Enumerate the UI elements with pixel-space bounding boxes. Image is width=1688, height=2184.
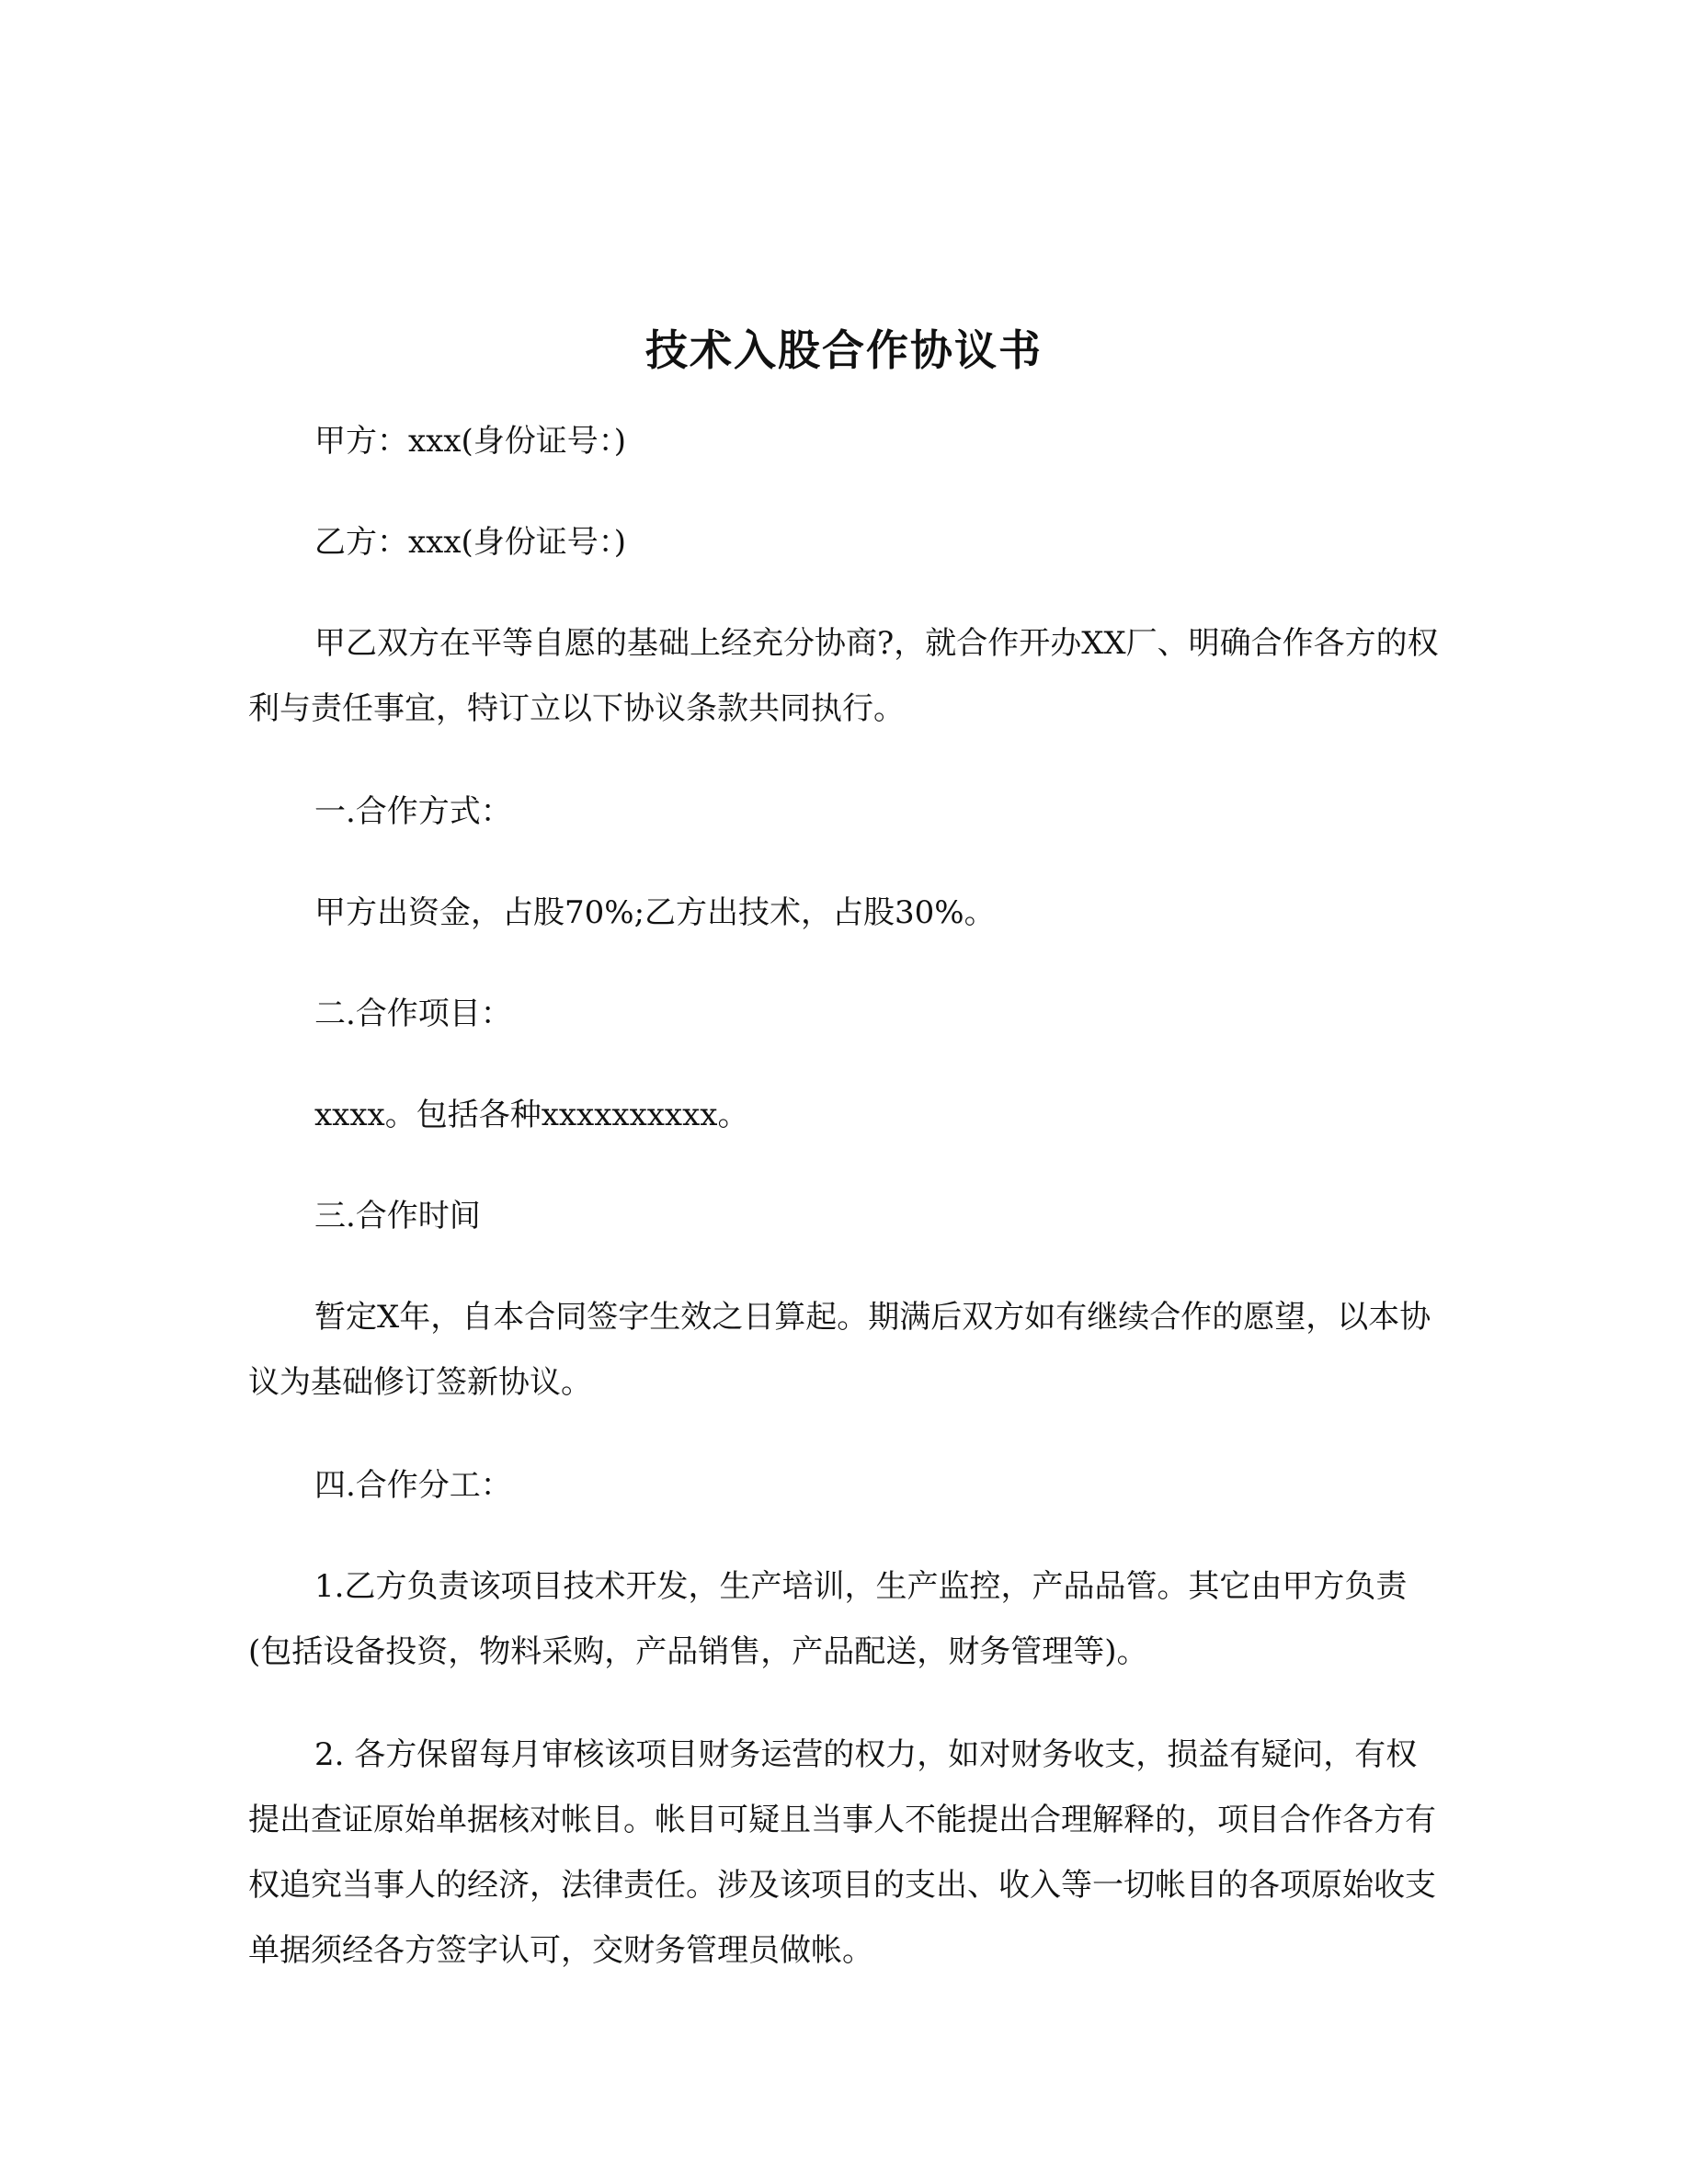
- document-title: 技术入股合作协议书: [645, 324, 1043, 375]
- section-heading-2: 二.合作项目：: [314, 995, 512, 1032]
- section-3-body: 暂定X年，自本合同签字生效之日算起。期满后双方如有继续合作的愿望，以本协议为基础修订签新协议。: [248, 1299, 1431, 1401]
- party-b-line: 乙方：xxx(身份证号：): [314, 524, 627, 561]
- section-2-body: xxxx。包括各种xxxxxxxxxx。: [314, 1097, 749, 1133]
- section-4-item-2: 2. 各方保留每月审核该项目财务运营的权力，如对财务收支，损益有疑问，有权提出查证原始单据核对帐目。帐目可疑且当事人不能提出合理解释的，项目合作各方有权追究当事人的经济，法律责任。涉及该项目的支出、收入等一切帐目的各项原始收支单据须经各方签字认可，交财务管理员做帐。: [248, 1736, 1436, 1969]
- section-heading-3: 三.合作时间: [314, 1198, 481, 1234]
- section-heading-4: 四.合作分工：: [314, 1467, 512, 1504]
- section-4-item-1: 1.乙方负责该项目技术开发，生产培训，生产监控，产品品管。其它由甲方负责(包括设备投资，物料采购，产品销售，产品配送，财务管理等)。: [248, 1568, 1408, 1670]
- party-a-line: 甲方：xxx(身份证号：): [314, 423, 627, 460]
- preamble-paragraph: 甲乙双方在平等自愿的基础上经充分协商?，就合作开办XX厂、明确合作各方的权利与责任事宜，特订立以下协议条款共同执行。: [248, 625, 1439, 727]
- section-heading-1: 一.合作方式：: [314, 793, 512, 830]
- section-1-body: 甲方出资金，占股70%;乙方出技术，占股30%。: [314, 894, 996, 931]
